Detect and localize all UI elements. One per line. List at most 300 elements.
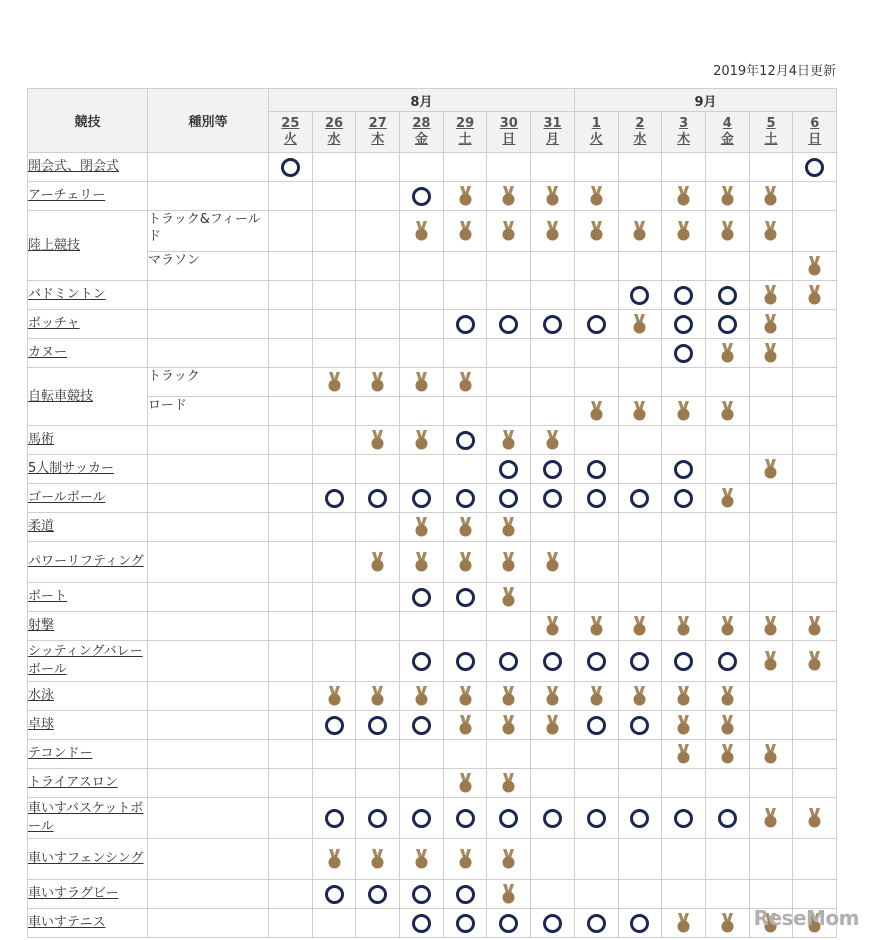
table-row xyxy=(28,513,837,542)
day-number-link[interactable]: 29 xyxy=(456,116,475,131)
schedule-cell xyxy=(400,711,444,740)
schedule-cell xyxy=(269,909,313,938)
sport-cell xyxy=(28,281,148,310)
schedule-cell xyxy=(443,252,487,281)
schedule-cell xyxy=(312,641,356,682)
schedule-cell xyxy=(749,798,793,839)
sport-link[interactable]: 水泳 xyxy=(28,688,55,703)
event-circle-icon xyxy=(543,809,562,828)
schedule-cell xyxy=(312,252,356,281)
sport-link[interactable]: カヌー xyxy=(28,345,68,360)
schedule-cell xyxy=(574,612,618,641)
event-circle-icon xyxy=(499,914,518,933)
category-cell xyxy=(148,513,269,542)
schedule-cell xyxy=(312,281,356,310)
day-number-link[interactable]: 25 xyxy=(281,116,300,131)
day-weekday: 火 xyxy=(283,132,297,147)
category-cell: トラック xyxy=(148,368,269,397)
schedule-cell xyxy=(443,798,487,839)
schedule-cell xyxy=(574,909,618,938)
schedule-cell xyxy=(618,455,662,484)
schedule-cell xyxy=(487,682,531,711)
event-circle-icon xyxy=(587,652,606,671)
schedule-cell xyxy=(356,281,400,310)
schedule-cell xyxy=(618,281,662,310)
header-day[interactable] xyxy=(269,112,313,153)
schedule-cell xyxy=(531,798,575,839)
schedule-cell xyxy=(793,513,837,542)
schedule-cell xyxy=(487,909,531,938)
sport-link[interactable]: テコンドー xyxy=(28,746,93,761)
medal-icon xyxy=(676,221,691,241)
schedule-cell xyxy=(705,542,749,583)
schedule-cell xyxy=(443,281,487,310)
medal-icon xyxy=(632,221,647,241)
sport-link[interactable]: ボート xyxy=(28,589,68,604)
sport-link[interactable]: トライアスロン xyxy=(28,775,118,790)
day-weekday: 土 xyxy=(458,132,472,147)
schedule-cell xyxy=(443,880,487,909)
schedule-cell xyxy=(574,426,618,455)
schedule-cell xyxy=(618,641,662,682)
schedule-cell xyxy=(705,740,749,769)
schedule-cell xyxy=(793,682,837,711)
medal-icon xyxy=(414,430,429,450)
schedule-cell xyxy=(400,641,444,682)
header-day[interactable] xyxy=(793,112,837,153)
medal-icon xyxy=(632,314,647,334)
sport-cell xyxy=(28,339,148,368)
sport-cell xyxy=(28,484,148,513)
schedule-cell xyxy=(531,455,575,484)
schedule-cell xyxy=(662,612,706,641)
schedule-cell xyxy=(531,252,575,281)
sport-link[interactable]: 馬術 xyxy=(28,432,55,447)
medal-icon xyxy=(676,401,691,421)
category-cell xyxy=(148,426,269,455)
sport-link[interactable]: 陸上競技 xyxy=(28,237,81,253)
schedule-cell xyxy=(574,513,618,542)
table-row xyxy=(28,153,837,182)
schedule-cell xyxy=(269,740,313,769)
medal-icon xyxy=(720,715,735,735)
day-number-link[interactable]: 3 xyxy=(679,116,689,131)
event-circle-icon xyxy=(587,489,606,508)
schedule-cell xyxy=(531,513,575,542)
medal-icon xyxy=(720,686,735,706)
schedule-cell xyxy=(574,769,618,798)
sport-cell xyxy=(28,839,148,880)
schedule-cell xyxy=(487,455,531,484)
medal-icon xyxy=(327,849,342,869)
sport-cell xyxy=(28,153,148,182)
schedule-cell xyxy=(793,211,837,252)
sport-link[interactable]: 自転車競技 xyxy=(28,388,94,404)
schedule-cell xyxy=(574,484,618,513)
schedule-cell xyxy=(618,542,662,583)
table-row xyxy=(28,426,837,455)
table-row xyxy=(28,682,837,711)
sport-link[interactable]: 開会式、閉会式 xyxy=(28,159,120,174)
schedule-cell xyxy=(793,740,837,769)
category-cell: ロード xyxy=(148,397,269,426)
sport-link[interactable]: 車いすテニス xyxy=(28,915,106,930)
day-number-link[interactable]: 4 xyxy=(722,116,732,131)
table-row xyxy=(28,397,837,426)
medal-icon xyxy=(414,517,429,537)
schedule-cell xyxy=(705,880,749,909)
schedule-cell xyxy=(618,484,662,513)
sport-link[interactable]: 卓球 xyxy=(28,717,55,732)
paralympic-schedule-table xyxy=(27,88,837,938)
event-circle-icon xyxy=(630,809,649,828)
category-cell xyxy=(148,339,269,368)
medal-icon xyxy=(458,517,473,537)
table-row xyxy=(28,740,837,769)
schedule-cell xyxy=(705,484,749,513)
table-row xyxy=(28,542,837,583)
schedule-cell xyxy=(400,153,444,182)
schedule-cell xyxy=(618,740,662,769)
medal-icon xyxy=(589,221,604,241)
schedule-cell xyxy=(793,397,837,426)
medal-icon xyxy=(545,552,560,572)
resemom-watermark: ReseMom xyxy=(753,906,859,930)
schedule-cell xyxy=(618,182,662,211)
schedule-cell xyxy=(618,711,662,740)
schedule-cell xyxy=(749,513,793,542)
schedule-cell xyxy=(356,682,400,711)
medal-icon xyxy=(676,913,691,933)
table-row xyxy=(28,641,837,682)
schedule-cell xyxy=(531,153,575,182)
schedule-cell xyxy=(269,484,313,513)
schedule-cell xyxy=(400,339,444,368)
header-day[interactable] xyxy=(312,112,356,153)
medal-icon xyxy=(807,808,822,828)
sport-link[interactable]: 車いすフェンシング xyxy=(28,851,144,866)
sport-link[interactable]: バドミントン xyxy=(28,287,106,302)
schedule-cell xyxy=(749,368,793,397)
sport-cell xyxy=(28,880,148,909)
schedule-cell xyxy=(531,711,575,740)
event-circle-icon xyxy=(412,885,431,904)
sport-link[interactable]: 射撃 xyxy=(28,618,55,633)
day-weekday: 日 xyxy=(502,132,516,147)
medal-icon xyxy=(370,372,385,392)
schedule-cell xyxy=(705,182,749,211)
table-row xyxy=(28,798,837,839)
schedule-cell xyxy=(793,252,837,281)
header-day[interactable] xyxy=(662,112,706,153)
schedule-cell xyxy=(269,339,313,368)
schedule-cell xyxy=(531,339,575,368)
schedule-cell xyxy=(574,397,618,426)
table-row xyxy=(28,612,837,641)
schedule-cell xyxy=(574,740,618,769)
schedule-cell xyxy=(312,711,356,740)
schedule-cell xyxy=(312,682,356,711)
medal-icon xyxy=(763,314,778,334)
category-cell xyxy=(148,182,269,211)
schedule-cell xyxy=(269,153,313,182)
schedule-cell xyxy=(400,583,444,612)
sport-cell xyxy=(28,909,148,938)
schedule-cell xyxy=(443,711,487,740)
medal-icon xyxy=(458,552,473,572)
schedule-cell xyxy=(443,682,487,711)
schedule-cell xyxy=(793,880,837,909)
day-number-link[interactable]: 1 xyxy=(591,116,601,131)
event-circle-icon xyxy=(543,914,562,933)
schedule-cell xyxy=(662,211,706,252)
schedule-cell xyxy=(574,153,618,182)
schedule-cell xyxy=(705,641,749,682)
event-circle-icon xyxy=(543,460,562,479)
schedule-cell xyxy=(356,612,400,641)
category-cell xyxy=(148,740,269,769)
sport-cell xyxy=(28,711,148,740)
medal-icon xyxy=(763,808,778,828)
schedule-cell xyxy=(400,740,444,769)
schedule-cell xyxy=(705,339,749,368)
schedule-cell xyxy=(531,397,575,426)
medal-icon xyxy=(370,430,385,450)
schedule-cell xyxy=(531,281,575,310)
medal-icon xyxy=(807,256,822,276)
event-circle-icon xyxy=(718,652,737,671)
schedule-cell xyxy=(443,310,487,339)
schedule-cell xyxy=(749,641,793,682)
event-circle-icon xyxy=(718,315,737,334)
sport-cell xyxy=(28,310,148,339)
medal-icon xyxy=(414,372,429,392)
day-number-link[interactable]: 26 xyxy=(324,116,344,131)
event-circle-icon xyxy=(368,716,387,735)
schedule-cell xyxy=(531,682,575,711)
schedule-cell xyxy=(662,909,706,938)
schedule-cell xyxy=(443,513,487,542)
event-circle-icon xyxy=(587,914,606,933)
table-row xyxy=(28,310,837,339)
schedule-cell xyxy=(312,455,356,484)
category-cell xyxy=(148,769,269,798)
event-circle-icon xyxy=(499,315,518,334)
schedule-cell xyxy=(531,484,575,513)
schedule-cell xyxy=(662,542,706,583)
table-row xyxy=(28,880,837,909)
header-day[interactable] xyxy=(574,112,618,153)
schedule-cell xyxy=(705,909,749,938)
medal-icon xyxy=(501,552,516,572)
schedule-cell xyxy=(662,397,706,426)
schedule-cell xyxy=(312,484,356,513)
schedule-cell xyxy=(531,740,575,769)
category-cell xyxy=(148,682,269,711)
schedule-cell xyxy=(749,310,793,339)
medal-icon xyxy=(763,285,778,305)
schedule-cell xyxy=(662,769,706,798)
header-day[interactable] xyxy=(705,112,749,153)
schedule-cell xyxy=(443,211,487,252)
schedule-cell xyxy=(443,368,487,397)
medal-icon xyxy=(763,651,778,671)
medal-icon xyxy=(327,686,342,706)
schedule-cell xyxy=(793,612,837,641)
sport-link[interactable]: 車いすバスケットボール xyxy=(28,801,144,834)
sport-link[interactable]: アーチェリー xyxy=(28,188,106,203)
event-circle-icon xyxy=(412,652,431,671)
schedule-cell xyxy=(269,798,313,839)
schedule-cell xyxy=(705,513,749,542)
medal-icon xyxy=(370,552,385,572)
schedule-cell xyxy=(749,252,793,281)
schedule-cell xyxy=(356,484,400,513)
schedule-cell xyxy=(487,798,531,839)
header-day[interactable] xyxy=(531,112,575,153)
day-number-link[interactable]: 6 xyxy=(810,116,820,131)
schedule-cell xyxy=(618,583,662,612)
schedule-cell xyxy=(531,542,575,583)
event-circle-icon xyxy=(499,652,518,671)
schedule-cell xyxy=(400,368,444,397)
schedule-cell xyxy=(443,484,487,513)
event-circle-icon xyxy=(543,315,562,334)
schedule-cell xyxy=(487,740,531,769)
sport-link[interactable]: パワーリフティング xyxy=(28,554,144,569)
schedule-cell xyxy=(443,542,487,583)
schedule-cell xyxy=(705,839,749,880)
day-number-link[interactable]: 2 xyxy=(635,116,645,131)
day-number-link[interactable]: 27 xyxy=(368,116,387,131)
medal-icon xyxy=(720,221,735,241)
header-category: 種別等 xyxy=(148,89,269,153)
schedule-cell xyxy=(400,798,444,839)
schedule-cell xyxy=(662,368,706,397)
day-number-link[interactable]: 28 xyxy=(412,116,431,131)
schedule-cell xyxy=(356,798,400,839)
medal-icon xyxy=(763,221,778,241)
medal-icon xyxy=(807,651,822,671)
schedule-cell xyxy=(662,153,706,182)
schedule-cell xyxy=(443,839,487,880)
schedule-cell xyxy=(356,542,400,583)
day-number-link[interactable]: 31 xyxy=(543,116,562,131)
schedule-cell xyxy=(662,182,706,211)
sport-link[interactable]: 車いすラグビー xyxy=(28,886,119,901)
schedule-cell xyxy=(487,583,531,612)
header-day[interactable] xyxy=(356,112,400,153)
sport-link[interactable]: シッティングバレーボール xyxy=(28,644,143,677)
schedule-cell xyxy=(487,397,531,426)
sport-cell xyxy=(28,455,148,484)
header-day[interactable] xyxy=(400,112,444,153)
schedule-cell xyxy=(356,368,400,397)
schedule-cell xyxy=(269,583,313,612)
schedule-cell xyxy=(400,880,444,909)
schedule-cell xyxy=(618,839,662,880)
header-day[interactable] xyxy=(487,112,531,153)
schedule-cell xyxy=(400,909,444,938)
medal-icon xyxy=(545,616,560,636)
day-number-link[interactable]: 5 xyxy=(766,116,776,131)
medal-icon xyxy=(327,372,342,392)
schedule-cell xyxy=(269,310,313,339)
schedule-cell xyxy=(356,153,400,182)
schedule-cell xyxy=(705,583,749,612)
medal-icon xyxy=(676,616,691,636)
schedule-cell xyxy=(443,426,487,455)
day-number-link[interactable]: 30 xyxy=(499,116,518,131)
schedule-cell xyxy=(618,211,662,252)
schedule-cell xyxy=(312,397,356,426)
sport-link[interactable]: ゴールボール xyxy=(28,490,106,505)
schedule-cell xyxy=(662,740,706,769)
sport-link[interactable]: 5人制サッカー xyxy=(28,461,115,476)
table-row xyxy=(28,252,837,281)
category-cell xyxy=(148,455,269,484)
schedule-cell xyxy=(487,252,531,281)
sport-cell xyxy=(28,542,148,583)
sport-link[interactable]: ボッチャ xyxy=(28,316,80,331)
medal-icon xyxy=(589,686,604,706)
schedule-cell xyxy=(662,583,706,612)
table-row xyxy=(28,711,837,740)
schedule-cell xyxy=(574,682,618,711)
schedule-cell xyxy=(662,339,706,368)
medal-icon xyxy=(807,285,822,305)
sport-cell xyxy=(28,682,148,711)
table-row xyxy=(28,211,837,252)
event-circle-icon xyxy=(630,489,649,508)
category-cell xyxy=(148,281,269,310)
event-circle-icon xyxy=(325,716,344,735)
schedule-cell xyxy=(705,153,749,182)
sport-cell xyxy=(28,426,148,455)
sport-link[interactable]: 柔道 xyxy=(28,519,55,534)
medal-icon xyxy=(545,186,560,206)
header-day[interactable] xyxy=(443,112,487,153)
event-circle-icon xyxy=(630,286,649,305)
event-circle-icon xyxy=(674,809,693,828)
schedule-cell xyxy=(793,839,837,880)
table-row xyxy=(28,909,837,938)
schedule-cell xyxy=(487,281,531,310)
header-day[interactable] xyxy=(749,112,793,153)
event-circle-icon xyxy=(674,315,693,334)
medal-icon xyxy=(632,686,647,706)
schedule-cell xyxy=(749,281,793,310)
schedule-cell xyxy=(400,281,444,310)
schedule-cell xyxy=(312,426,356,455)
header-day[interactable] xyxy=(618,112,662,153)
medal-icon xyxy=(501,587,516,607)
schedule-cell xyxy=(705,455,749,484)
schedule-cell xyxy=(487,484,531,513)
medal-icon xyxy=(632,616,647,636)
medal-icon xyxy=(501,849,516,869)
day-weekday: 土 xyxy=(764,132,778,147)
day-weekday: 月 xyxy=(546,132,560,147)
event-circle-icon xyxy=(587,460,606,479)
schedule-cell xyxy=(443,740,487,769)
schedule-cell xyxy=(749,740,793,769)
schedule-cell xyxy=(793,641,837,682)
schedule-cell xyxy=(531,769,575,798)
schedule-cell xyxy=(574,542,618,583)
schedule-cell xyxy=(312,211,356,252)
sport-cell xyxy=(28,211,148,281)
